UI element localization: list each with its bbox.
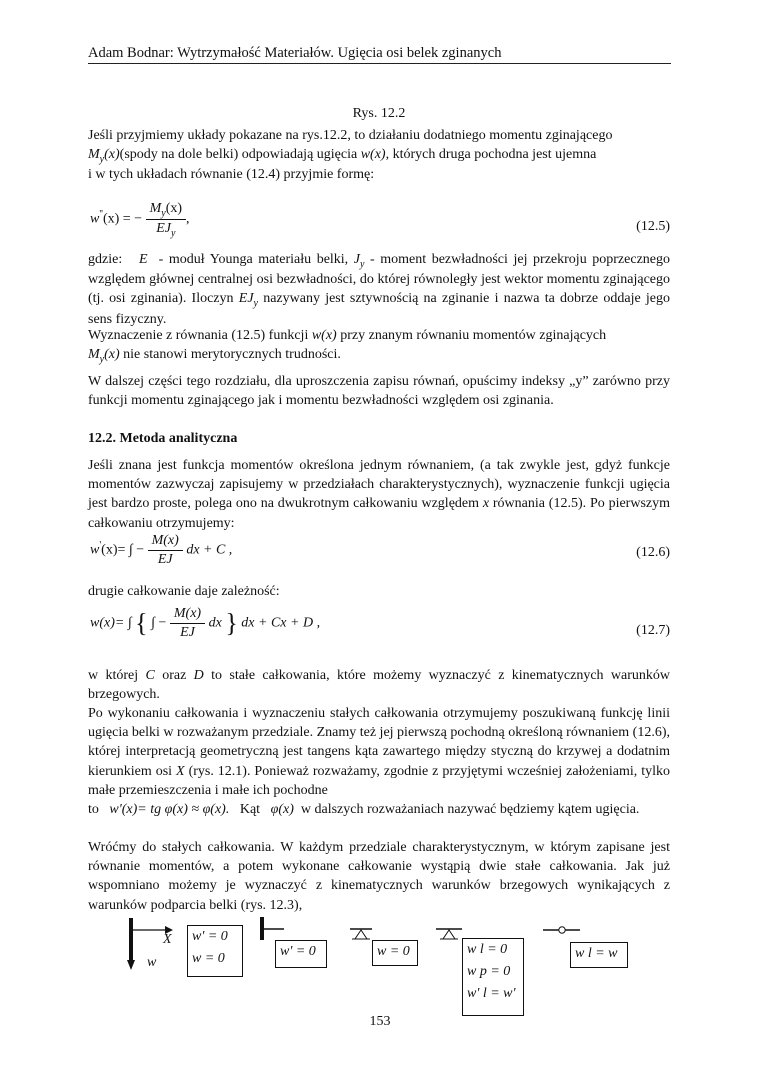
eq7-lbrace: {: [135, 608, 148, 638]
eq6-tail: dx + C ,: [186, 542, 233, 558]
eq7-lhs: w(x)= ∫: [90, 615, 132, 631]
equation-12-6-label: (12.6): [636, 545, 670, 560]
p3-M: M: [88, 347, 100, 363]
cond-fixed-right-slope: w' = 0: [280, 944, 316, 959]
paragraph-6: drugie całkowanie daje zależność:: [88, 584, 280, 599]
p1-line-a: Jeśli przyjmiemy układy pokazane na rys.12.2, to działaniu dodatniego momentu zginającego: [88, 128, 613, 143]
p8-b: (rys. 12.1). Ponieważ rozważamy, zgodnie z przyjętymi wcześniej założeniami, tylko małe przemieszczenia i małe ich pochodne: [88, 763, 670, 798]
p2-E: E: [138, 252, 148, 267]
p2-t2: - moment bezwładności jej przekroju poprzecznego względem głównej centralnej osi bezwładności, do której równoległy jest wektor momentu zginającego (tj. osi zginania). Iloczyn: [88, 252, 671, 307]
cond-fixed-deflection: w = 0: [192, 951, 225, 966]
p8-a: Po wykonaniu całkowania i wyznaczeniu stałych całkowania otrzymujemy poszukiwaną funkcję linii ugięcia belki w rozważanym przedziale. Znamy też jej pierwszą pochodną określoną równaniem (12.6), której interpretacją geometryczną jest tangens kąta zawartego między styczną do krzywej a dodatnim kierunkiem osi: [88, 706, 670, 779]
eq5-num-arg: (x): [165, 201, 183, 216]
p2-t1: - moduł Younga materiału belki,: [158, 252, 349, 267]
p8-X: X: [176, 763, 185, 779]
p3-w: w(x): [311, 328, 337, 343]
p5-b: równania (12.5). Po pierwszym całkowaniu otrzymujemy:: [88, 496, 670, 531]
eq5-den: EJ: [156, 221, 171, 236]
p1-line-c: i w tych układach równanie (12.4) przyjmie formę:: [88, 167, 375, 183]
p2-gdzie: gdzie:: [88, 252, 123, 267]
eq7-rbrace: }: [225, 608, 238, 638]
section-heading: 12.2. Metoda analityczna: [88, 431, 238, 446]
eq5-tail: ,: [186, 211, 190, 227]
eq7-den: EJ: [180, 625, 195, 640]
p7-C: C: [145, 668, 155, 683]
axis-w-arrow: [127, 960, 135, 970]
box-fixed-left: [187, 925, 243, 977]
p1-M-sub: y: [99, 154, 105, 166]
p7-D: D: [193, 668, 204, 683]
cond-roller-slope: w' l = w': [467, 986, 516, 1001]
p1-M-arg: (x): [104, 147, 120, 163]
cond-pin-deflection: w = 0: [377, 944, 410, 959]
p7-c: to stałe całkowania, które możemy wyznaczyć z kinematycznych warunków brzegowych.: [88, 668, 670, 703]
p2-t3: nazywany jest sztywnością na zginanie i nazwa ta dobrze oddaje jego sens fizyczny.: [88, 291, 671, 327]
eq5-den-sub: y: [170, 228, 176, 239]
p2-J-sub: y: [359, 259, 365, 270]
eq6-arg: (x)= ∫ −: [101, 542, 145, 558]
cond-roller-right: w p = 0: [467, 964, 511, 979]
p1-w: w(x): [360, 147, 386, 163]
p3-b: przy znanym równaniu momentów zginających: [340, 328, 607, 343]
p3-M-arg: (x): [104, 347, 120, 363]
eq5-prime: '': [99, 208, 103, 220]
eq7-num: M(x): [170, 605, 205, 624]
pin-triangle: [355, 930, 367, 939]
eq5-arg: (x) = −: [102, 211, 143, 227]
cond-fixed-slope: w' = 0: [192, 929, 228, 944]
p1-text1: (spody na dole belki) odpowiadają ugięcia: [119, 147, 358, 163]
p3-M-sub: y: [99, 354, 105, 366]
p8-c: w dalszych rozważaniach nazywać będziemy kątem ugięcia.: [300, 802, 640, 818]
axis-x-label: X: [163, 932, 172, 947]
cond-hinge: w l = w: [575, 946, 618, 961]
cond-roller-left: w l = 0: [467, 942, 508, 957]
running-header: Adam Bodnar: Wytrzymałość Materiałów. Ugięcia osi belek zginanych: [88, 45, 502, 61]
eq5-num-sub: y: [161, 208, 166, 219]
hinge-circle: [559, 927, 565, 933]
p2-EJ-sub: y: [253, 298, 258, 310]
p5-x: x: [482, 496, 490, 512]
p3-c: nie stanowi merytorycznych trudności.: [123, 347, 341, 363]
equation-12-7-label: (12.7): [636, 623, 670, 638]
axis-w-label: w: [147, 955, 157, 970]
eq7-tail: dx + Cx + D ,: [241, 615, 321, 631]
eq6-prime: ': [99, 539, 102, 551]
p8-kat: Kąt: [239, 802, 261, 818]
p8-to: to: [88, 802, 99, 818]
eq6-lhs: w: [90, 542, 100, 558]
figure-caption: Rys. 12.2: [352, 106, 406, 121]
p3-a: Wyznaczenie z równania (12.5) funkcji: [88, 328, 309, 343]
eq7-inner: ∫ −: [151, 615, 167, 631]
box-hinge: [570, 942, 628, 968]
eq7-dx: dx: [208, 615, 222, 631]
p2-J: J: [353, 252, 360, 267]
paragraph-4: W dalszej części tego rozdziału, dla uproszczenia zapisu równań, opuścimy indeksy „y” zarówno przy funkcji momentu zginającego jak i momentu bezwładności względem osi zginania.: [88, 374, 670, 409]
p7-b: oraz: [162, 668, 187, 683]
page-number: 153: [369, 1014, 391, 1029]
box-fixed-right: [275, 940, 327, 968]
box-pin: [372, 940, 418, 966]
eq5-lhs: w: [90, 211, 100, 227]
p8-formula: w'(x)= tg φ(x) ≈ φ(x).: [109, 802, 230, 818]
equation-12-5-label: (12.5): [636, 219, 670, 234]
p1-M: M: [88, 147, 100, 163]
box-roller: [462, 938, 524, 1016]
eq5-num: M: [149, 201, 162, 216]
p2-EJ: EJ: [238, 291, 254, 307]
p1-text2: , których druga pochodna jest ujemna: [385, 147, 597, 163]
roller-triangle: [443, 930, 455, 939]
p8-phi: φ(x): [270, 802, 294, 818]
eq6-num: M(x): [148, 532, 183, 551]
p5-a: Jeśli znana jest funkcja momentów określona jednym równaniem, (a tak zwykle jest, gdyż funkcje momentów zazwyczaj zapisujemy w przedziałach charakterystycznych), wyznaczenie funkcji ugięcia jest bardzo proste, polega ono na dwukrotnym całkowaniu względem: [88, 458, 670, 512]
eq6-den: EJ: [157, 552, 173, 567]
p7-a: w której: [88, 668, 139, 683]
paragraph-9: Wróćmy do stałych całkowania. W każdym przedziale charakterystycznym, w którym zapisane jest równanie momentów, a potem wykonane całkowanie wystąpią dwie stałe całkowania. Jak już wspomniano możemy je wyznaczyć z kinematycznych warunków brzegowych wynikających z warunków podparcia belki (rys. 12.3),: [88, 840, 670, 913]
